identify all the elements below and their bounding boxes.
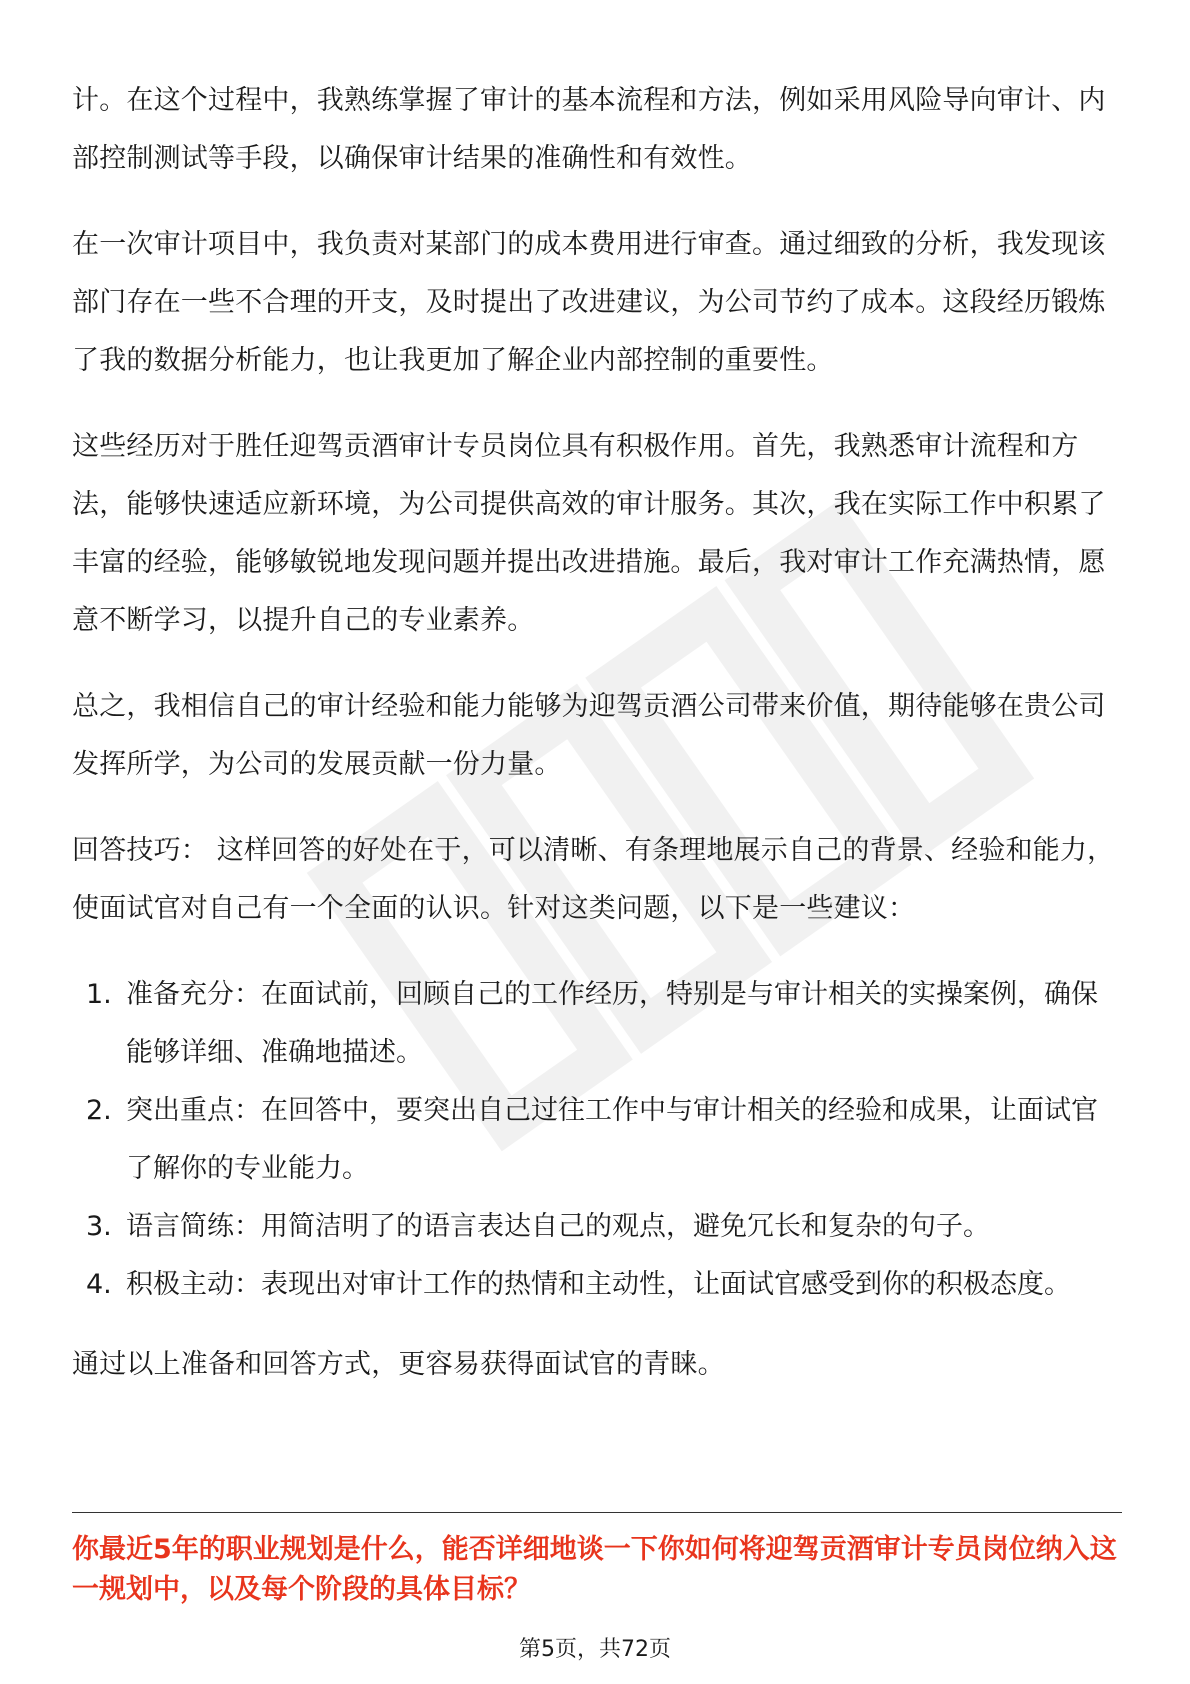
list-item: [72, 966, 1122, 1082]
list-item-text: 突出重点：在回答中，要突出自己过往工作中与审计相关的经验和成果，让面试官了解你的专业能力。: [126, 1095, 1098, 1184]
page-footer: 第5页，共72页: [519, 1637, 671, 1662]
main-content: [72, 72, 1122, 1422]
paragraph-answer-tips: 回答技巧： 这样回答的好处在于，可以清晰、有条理地展示自己的背景、经验和能力，使面试官对自己有一个全面的认识。针对这类问题，以下是一些建议：: [72, 835, 1115, 924]
list-item-text: 准备充分：在面试前，回顾自己的工作经历，特别是与审计相关的实操案例，确保能够详细、准确地描述。: [126, 979, 1098, 1068]
paragraph-experience-value: 这些经历对于胜任迎驾贡酒审计专员岗位具有积极作用。首先，我熟悉审计流程和方法，能够快速适应新环境，为公司提供高效的审计服务。其次，我在实际工作中积累了丰富的经验，能够敏锐地发现问题并提出改进措施。最后，我对审计工作充满热情，愿意不断学习，以提升自己的专业素养。: [72, 431, 1106, 636]
list-number: 3.: [86, 1211, 112, 1242]
list-number: 4.: [86, 1269, 112, 1300]
tips-list: [72, 966, 1122, 1314]
list-number: 1.: [86, 979, 112, 1010]
paragraph-audit-project: 在一次审计项目中，我负责对某部门的成本费用进行审查。通过细致的分析，我发现该部门存在一些不合理的开支，及时提出了改进建议，为公司节约了成本。这段经历锻炼了我的数据分析能力，也让我更加了解企业内部控制的重要性。: [72, 229, 1106, 376]
paragraph-conclusion: 总之，我相信自己的审计经验和能力能够为迎驾贡酒公司带来价值，期待能够在贵公司发挥所学，为公司的发展贡献一份力量。: [72, 691, 1106, 780]
list-item: [72, 1082, 1122, 1198]
paragraph-closing: 通过以上准备和回答方式，更容易获得面试官的青睐。: [72, 1349, 725, 1380]
list-item: [72, 1198, 1122, 1256]
paragraph-audit-process: 计。在这个过程中，我熟练掌握了审计的基本流程和方法，例如采用风险导向审计、内部控制测试等手段，以确保审计结果的准确性和有效性。: [72, 85, 1106, 174]
list-item-text: 积极主动：表现出对审计工作的热情和主动性，让面试官感受到你的积极态度。: [126, 1269, 1071, 1300]
list-item: [72, 1256, 1122, 1314]
list-item-text: 语言简练：用简洁明了的语言表达自己的观点，避免冗长和复杂的句子。: [126, 1211, 990, 1242]
next-question-heading: 你最近5年的职业规划是什么，能否详细地谈一下你如何将迎驾贡酒审计专员岗位纳入这一规划中，以及每个阶段的具体目标？: [72, 1534, 1117, 1605]
list-number: 2.: [86, 1095, 112, 1126]
section-divider: [72, 1512, 1122, 1513]
